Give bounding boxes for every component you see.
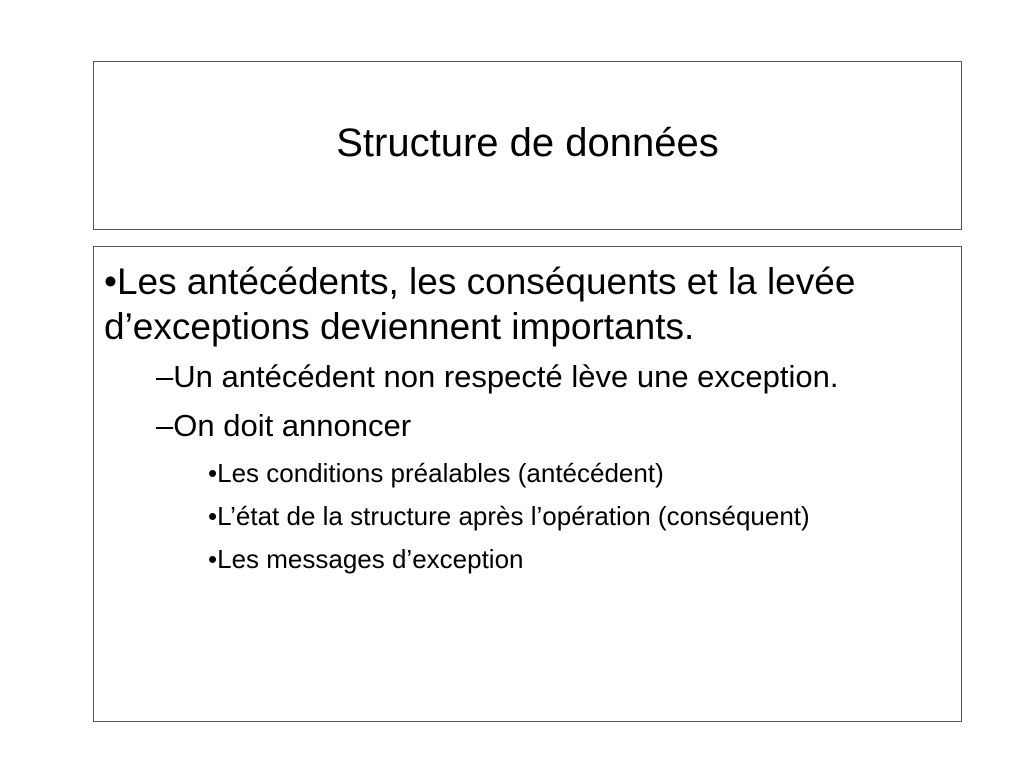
bullet-level2: –Un antécédent non respecté lève une exception. — [156, 359, 839, 394]
content-placeholder — [93, 246, 962, 722]
bullet-level3: •L’état de la structure après l’opération (conséquent) — [208, 501, 810, 531]
slide-title: Structure de données — [336, 120, 719, 165]
bullet-level3: •Les messages d’exception — [208, 544, 524, 574]
bullet-level3: •Les conditions préalables (antécédent) — [208, 458, 664, 488]
title-placeholder — [93, 61, 962, 230]
bullet-level1: •Les antécédents, les conséquents et la levée d’exceptions deviennent importants. — [104, 261, 856, 347]
bullet-level2: –On doit annoncer — [156, 408, 412, 443]
